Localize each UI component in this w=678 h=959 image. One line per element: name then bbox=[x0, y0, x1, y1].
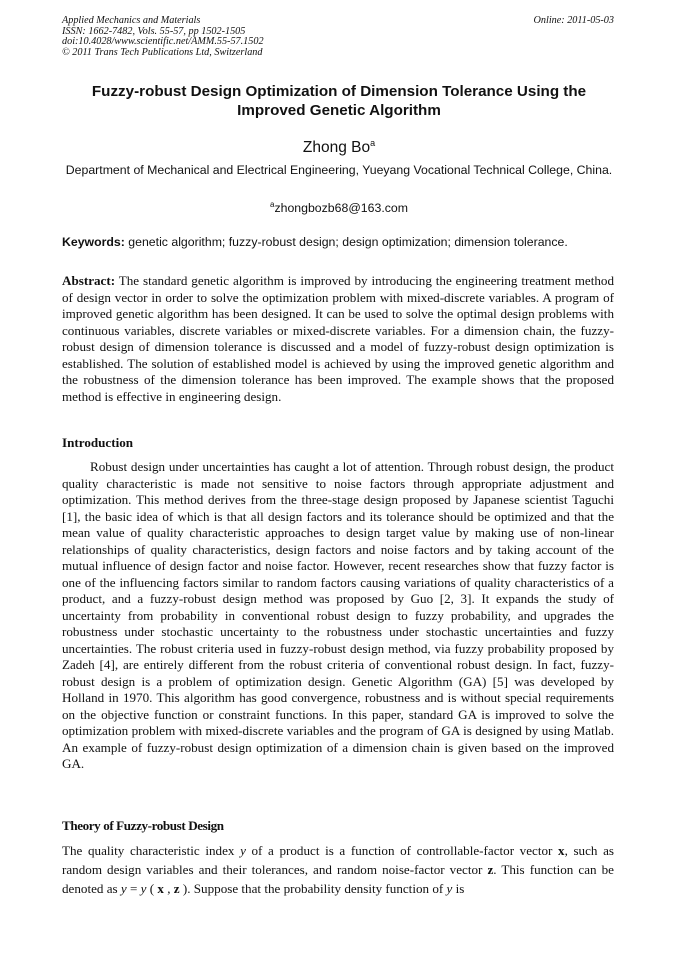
online-date: Online: 2011-05-03 bbox=[533, 15, 614, 26]
introduction-paragraph: Robust design under uncertainties has caught a lot of attention. Through robust design, the product quality characteristic is made not sensitive to noise factors through appropriate adjustment and optimization. This method derives from the three-stage design proposed by Japanese scientist Taguchi [1], the basic idea of which is that all design factors and its tolerance should be optimized and that the mean value of quality characteristic approaches to design target value by making use of non-linear relationships of quality characteristics, design factors and noise factors and by taking account of the mutual influence of design factor and noise factor. However, recent researches show that fuzzy factor is one of the influencing factors similar to random factors causing variations of quality characteristics of a product, and a fuzzy-robust design method was proposed by Guo [2, 3]. It expands the study of uncertainty from probability in conventional robust design to fuzzy probability, and upgrades the robustness under stochastic uncertainty to the robustness under stochastic uncertainties and fuzzy uncertainties. The robust criteria used in fuzzy-robust design method, via fuzzy probability proposed by Zadeh [4], are entirely different from the robust criteria of conventional robust design. In fact, fuzzy-robust design is a problem of optimization design. Genetic Algorithm (GA) [5] was developed by Holland in 1970. This algorithm has good convergence, robustness and is without special requirements on the objective function or constraint functions. In this paper, standard GA is improved to solve the optimization problem with mixed-discrete variables and the program of GA is designed by using Matlab. An example of fuzzy-robust design optimization of a dimension chain is given based on the improved GA. bbox=[62, 459, 614, 771]
formula-fn: y bbox=[140, 880, 147, 896]
author-superscript: a bbox=[370, 138, 376, 148]
email-line bbox=[62, 196, 616, 217]
theory-text-1: The quality characteristic index bbox=[62, 843, 241, 858]
paper-title: Fuzzy-robust Design Optimization of Dimension Tolerance Using the Improved Genetic Algorithm bbox=[91, 83, 587, 119]
keywords bbox=[62, 234, 622, 251]
abstract-text: The standard genetic algorithm is improved by introducing the engineering treatment method of design vector in order to solve the optimization problem with mixed-discrete variables. A program of improved genetic algorithm has been designed. It can be used to solve the optimal design problems with continuous variables, discrete variables or mixed-discrete variables. For a dimension chain, the fuzzy-robust design of dimension tolerance is discussed and a model of fuzzy-robust design optimization is established. The solution of established model is achieved by using the improved genetic algorithm and the robustness of the dimension tolerance has been improved. The example shows that the proposed method is effective in engineering design. bbox=[62, 273, 614, 404]
symbol-y: y bbox=[240, 843, 246, 858]
affiliation: Department of Mechanical and Electrical Engineering, Yueyang Vocational Technical College, China. bbox=[65, 163, 613, 177]
theory-paragraph bbox=[62, 842, 614, 898]
introduction-heading: Introduction bbox=[62, 435, 134, 450]
symbol-y-2: y bbox=[446, 880, 453, 896]
doi-line: doi:10.4028/www.scientific.net/AMM.55-57.1502 bbox=[62, 36, 264, 48]
theory-text-3: , such as random design variables and their tolerances, and random noise-factor vector bbox=[62, 843, 614, 877]
author-line bbox=[62, 134, 616, 157]
author-name: Zhong Bo bbox=[302, 139, 371, 157]
theory-text-5: . Suppose that the probability density function of bbox=[187, 880, 447, 896]
formula-x: x bbox=[157, 880, 164, 896]
formula-z: z bbox=[173, 880, 180, 896]
email-address: zhongbozb68@163.com bbox=[274, 201, 408, 216]
theory-text-4: . This function can be denoted as bbox=[62, 861, 614, 896]
symbol-x: x bbox=[558, 843, 565, 858]
formula-open: ( bbox=[146, 880, 158, 896]
journal-metadata bbox=[62, 16, 264, 58]
issn-line: ISSN: 1662-7482, Vols. 55-57, pp 1502-1505 bbox=[62, 25, 246, 37]
theory-heading: Theory of Fuzzy-robust Design bbox=[62, 818, 224, 833]
formula bbox=[121, 881, 187, 896]
theory-text-2: of a product is a function of controllable-factor vector bbox=[245, 843, 559, 858]
copyright-line: © 2011 Trans Tech Publications Ltd, Switzerland bbox=[62, 46, 263, 58]
abstract-label: Abstract: bbox=[62, 273, 116, 288]
email-superscript: a bbox=[270, 200, 275, 209]
formula-eq: = bbox=[126, 880, 141, 896]
journal-name: Applied Mechanics and Materials bbox=[62, 15, 201, 26]
abstract bbox=[62, 273, 614, 405]
formula-lhs: y bbox=[120, 880, 127, 896]
symbol-z: z bbox=[487, 861, 494, 877]
formula-comma: , bbox=[163, 880, 174, 896]
theory-text-6: is bbox=[452, 880, 465, 896]
keywords-text: genetic algorithm; fuzzy-robust design; design optimization; dimension tolerance. bbox=[124, 235, 568, 249]
formula-close: ) bbox=[179, 880, 188, 896]
keywords-label: Keywords: bbox=[62, 235, 125, 249]
